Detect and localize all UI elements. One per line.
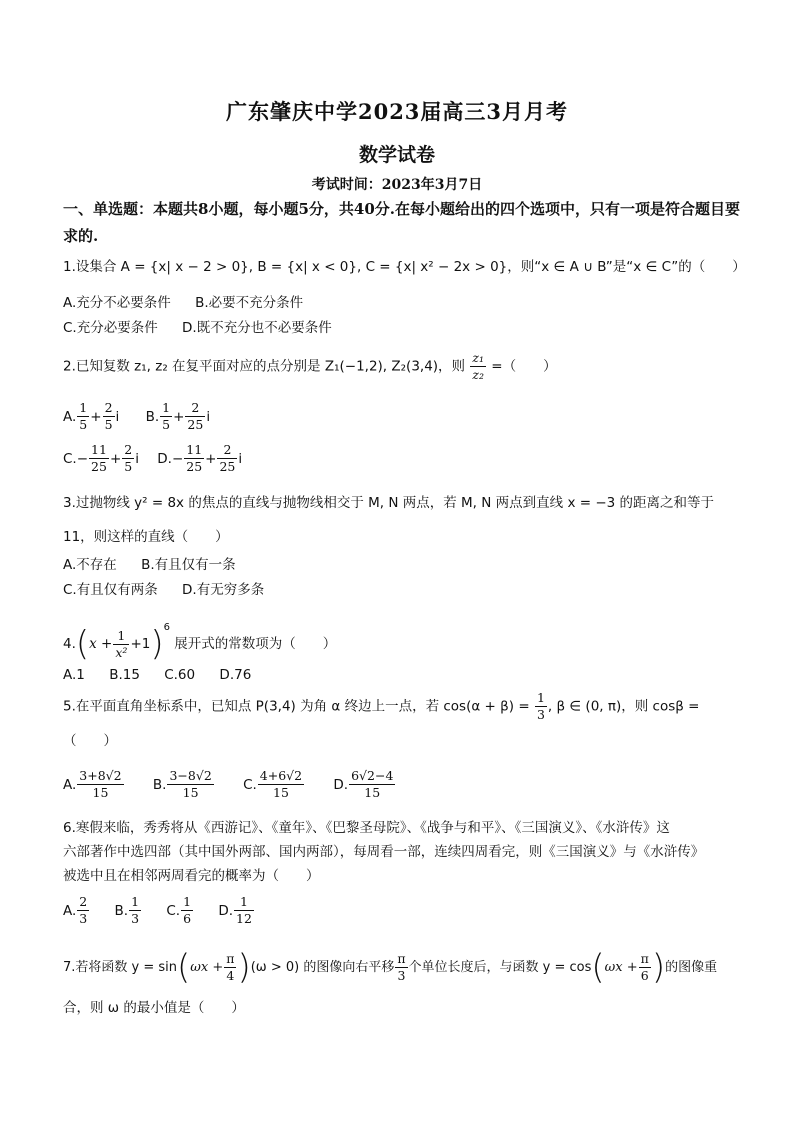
question-1-options-row1 bbox=[63, 291, 323, 311]
question-6-stem-line1: 6.寒假来临，秀秀将从《西游记》、《童年》、《巴黎圣母院》、《战争与和平》、《三国演义》、《水浒传》这 bbox=[63, 820, 670, 836]
question-6-stem-line2: 六部著作中选四部（其中国外两部、国内两部），每周看一部，连续四周看完，则《三国演义》与《水浒传》 bbox=[63, 844, 705, 860]
q2-stem-end: =（ ） bbox=[491, 358, 557, 375]
q7-part6: 的图像重 bbox=[665, 960, 718, 975]
q7-part4: 个单位长度后，与函数 y = cos bbox=[408, 960, 592, 975]
num: 11 bbox=[91, 442, 107, 457]
q7-frac1 bbox=[224, 951, 236, 984]
den: 12 bbox=[236, 911, 252, 926]
den: 5 bbox=[162, 417, 171, 432]
q4-exponent: 6 bbox=[163, 622, 170, 633]
num: 1 bbox=[162, 400, 171, 415]
question-3-stem-line1: 3.过抛物线 y² = 8x 的焦点的直线与抛物线相交于 M, N 两点，若 M, N 两点到直线 x = −3 的距离之和等于 bbox=[63, 495, 715, 511]
question-4-options bbox=[63, 667, 271, 683]
unit: i bbox=[115, 408, 120, 425]
q3-option-b: B.有且仅有一条 bbox=[141, 557, 236, 573]
plus: + bbox=[173, 408, 185, 425]
num: π bbox=[397, 951, 406, 966]
den: 25 bbox=[219, 459, 236, 474]
right-paren: ) bbox=[651, 947, 666, 988]
q6-d-frac bbox=[234, 894, 254, 927]
den: 25 bbox=[187, 417, 204, 432]
q6-a-label: A. bbox=[63, 902, 77, 919]
den: 5 bbox=[79, 417, 88, 432]
num: 2 bbox=[217, 442, 237, 459]
q5-d-frac bbox=[349, 768, 395, 801]
q5-a-label: A. bbox=[63, 776, 77, 793]
plus: + bbox=[205, 450, 217, 467]
den: 3 bbox=[397, 968, 406, 983]
q4-option-b: B.15 bbox=[109, 667, 140, 683]
den: 15 bbox=[364, 785, 381, 800]
q2-b-frac2 bbox=[185, 400, 205, 433]
q6-option-b bbox=[114, 894, 143, 926]
q3-option-d: D.有无穷多条 bbox=[182, 582, 265, 598]
den: 15 bbox=[182, 785, 199, 800]
den: 15 bbox=[92, 785, 109, 800]
q6-d-label: D. bbox=[218, 902, 234, 919]
q5-fraction bbox=[535, 690, 547, 723]
q2-d-frac2 bbox=[217, 442, 237, 475]
q4-option-a: A.1 bbox=[63, 667, 85, 683]
q2-c-frac1 bbox=[89, 442, 109, 475]
q2-b-label: B. bbox=[145, 408, 160, 425]
q2-c-label: C.− bbox=[63, 450, 89, 467]
q5-option-b bbox=[152, 768, 215, 800]
q2-d-frac1 bbox=[184, 442, 204, 475]
question-6-options bbox=[63, 894, 255, 927]
q2-option-d bbox=[157, 442, 243, 474]
num: 1 bbox=[234, 894, 254, 911]
q4-inner-end: +1 bbox=[130, 636, 151, 652]
question-2-stem bbox=[63, 350, 763, 383]
q2-d-label: D.− bbox=[157, 450, 184, 467]
q5-c-label: C. bbox=[243, 776, 257, 793]
q6-option-a bbox=[63, 894, 90, 926]
exam-title: 广东肇庆中学2023届高三3月月考 bbox=[225, 99, 569, 124]
den: 3 bbox=[131, 911, 140, 926]
num: 2 bbox=[104, 400, 113, 415]
q5-a-frac bbox=[77, 768, 123, 801]
den: 6 bbox=[640, 968, 649, 983]
q7-part3: (ω > 0) 的图像向右平移 bbox=[250, 960, 395, 975]
unit: i bbox=[238, 450, 243, 467]
q2-c-frac2 bbox=[122, 442, 134, 475]
question-3-stem-line2: 11，则这样的直线（ ） bbox=[63, 529, 229, 545]
num: 2 bbox=[79, 894, 88, 909]
num: 3−8√2 bbox=[169, 768, 212, 783]
q2-option-c bbox=[63, 442, 139, 474]
right-paren: ) bbox=[150, 624, 164, 664]
q5-c-frac bbox=[258, 768, 304, 801]
q5-option-d bbox=[333, 768, 396, 800]
q4-inner-start: x + bbox=[89, 636, 113, 652]
num: π bbox=[640, 951, 649, 966]
q5-d-label: D. bbox=[333, 776, 349, 793]
section-heading: 一、单选题：本题共8小题，每小题5分，共40分.在每小题给出的四个选项中，只有一项是符合题目要求的. bbox=[63, 200, 740, 245]
den: 25 bbox=[91, 459, 107, 474]
question-3-options-row1 bbox=[63, 553, 256, 573]
q5-option-c bbox=[243, 768, 305, 800]
question-7-stem-line2: 合，则 ω 的最小值是（ ） bbox=[63, 1000, 245, 1016]
question-5-options bbox=[63, 768, 396, 801]
q7-part5: ωx + bbox=[604, 960, 638, 975]
q6-b-frac bbox=[129, 894, 141, 927]
num: 1 bbox=[536, 690, 545, 705]
question-5-stem-line2: （ ） bbox=[63, 733, 117, 749]
question-3-options-row2 bbox=[63, 578, 284, 598]
q6-a-frac bbox=[77, 894, 89, 927]
q3-option-c: C.有且仅有两条 bbox=[63, 582, 158, 598]
q7-part1: 7.若将函数 y = sin bbox=[63, 960, 178, 975]
q2-frac-num: z₁ bbox=[472, 350, 484, 365]
q4-stem-end: 展开式的常数项为（ ） bbox=[174, 636, 337, 652]
question-2-options-row1 bbox=[63, 400, 210, 433]
q7-part2: ωx + bbox=[190, 960, 224, 975]
question-7-stem bbox=[63, 947, 763, 988]
q2-a-frac2 bbox=[103, 400, 115, 433]
num: 1 bbox=[79, 400, 88, 415]
question-1-stem: 1.设集合 A = {x| x − 2 > 0}, B = {x| x < 0}, C = {x| x² − 2x > 0}，则“x ∈ A ∪ B”是“x ∈ C”的（ ） bbox=[63, 259, 746, 275]
num: 2 bbox=[185, 400, 205, 417]
q2-b-frac1 bbox=[160, 400, 172, 433]
right-paren: ) bbox=[237, 947, 251, 988]
q5-b-frac bbox=[167, 768, 213, 801]
q1-option-d: D.既不充分也不必要条件 bbox=[182, 320, 332, 336]
den: 15 bbox=[273, 785, 289, 800]
q6-option-c bbox=[166, 894, 194, 926]
q5-stem-text: 5.在平面直角坐标系中，已知点 P(3,4) 为角 α 终边上一点，若 cos(α + β) = bbox=[63, 698, 530, 715]
q6-c-label: C. bbox=[166, 902, 181, 919]
num: 1 bbox=[131, 894, 140, 909]
num: π bbox=[226, 951, 235, 966]
q4-option-d: D.76 bbox=[219, 667, 252, 683]
den: 4 bbox=[226, 968, 235, 983]
q7-frac3 bbox=[639, 951, 651, 984]
left-paren: ( bbox=[177, 947, 191, 988]
q2-frac-den: z₂ bbox=[472, 367, 484, 382]
den: 3 bbox=[536, 707, 545, 722]
den: x² bbox=[115, 644, 128, 660]
q1-option-c: C.充分必要条件 bbox=[63, 320, 158, 336]
unit: i bbox=[135, 450, 139, 467]
den: 5 bbox=[124, 459, 133, 474]
q5-b-label: B. bbox=[152, 776, 167, 793]
q4-option-c: C.60 bbox=[164, 667, 196, 683]
q1-option-a: A.充分不必要条件 bbox=[63, 295, 171, 311]
q4-fraction bbox=[113, 628, 129, 661]
q5-option-a bbox=[63, 768, 125, 800]
left-paren: ( bbox=[591, 947, 605, 988]
q2-option-b bbox=[145, 400, 211, 432]
question-4-stem bbox=[63, 618, 763, 664]
q2-fraction bbox=[470, 350, 486, 383]
question-1-options-row2 bbox=[63, 316, 352, 336]
question-2-options-row2 bbox=[63, 442, 242, 475]
plus: + bbox=[90, 408, 102, 425]
num: 6√2−4 bbox=[351, 768, 394, 783]
den: 6 bbox=[183, 911, 192, 926]
num: 11 bbox=[186, 442, 203, 457]
num: 1 bbox=[183, 894, 192, 909]
num: 2 bbox=[124, 442, 133, 457]
q2-option-a bbox=[63, 400, 120, 432]
num: 3+8√2 bbox=[79, 768, 122, 783]
q2-stem-text: 2.已知复数 z₁, z₂ 在复平面对应的点分别是 Z₁(−1,2), Z₂(3,4)，则 bbox=[63, 358, 466, 375]
num: 1 bbox=[113, 628, 129, 645]
exam-time: 考试时间：2023年3月7日 bbox=[311, 177, 483, 193]
q6-option-d bbox=[218, 894, 255, 926]
left-paren: ( bbox=[75, 624, 90, 664]
den: 3 bbox=[79, 911, 88, 926]
den: 5 bbox=[104, 417, 113, 432]
q1-option-b: B.必要不充分条件 bbox=[195, 295, 304, 311]
num: 4+6√2 bbox=[259, 768, 303, 783]
unit: i bbox=[206, 408, 211, 425]
exam-subtitle: 数学试卷 bbox=[358, 144, 435, 166]
den: 25 bbox=[186, 459, 203, 474]
q3-option-a: A.不存在 bbox=[63, 557, 117, 573]
question-5-stem bbox=[63, 690, 763, 723]
q6-c-frac bbox=[181, 894, 193, 927]
q6-b-label: B. bbox=[114, 902, 129, 919]
question-6-stem-line3: 被选中且在相邻两周看完的概率为（ ） bbox=[63, 868, 320, 884]
q7-frac2 bbox=[395, 951, 407, 984]
q2-a-frac1 bbox=[77, 400, 89, 433]
plus: + bbox=[109, 450, 122, 467]
q5-stem-end: , β ∈ (0, π)，则 cosβ = bbox=[547, 698, 700, 715]
q4-number: 4. bbox=[63, 636, 76, 652]
q2-a-label: A. bbox=[63, 408, 77, 425]
